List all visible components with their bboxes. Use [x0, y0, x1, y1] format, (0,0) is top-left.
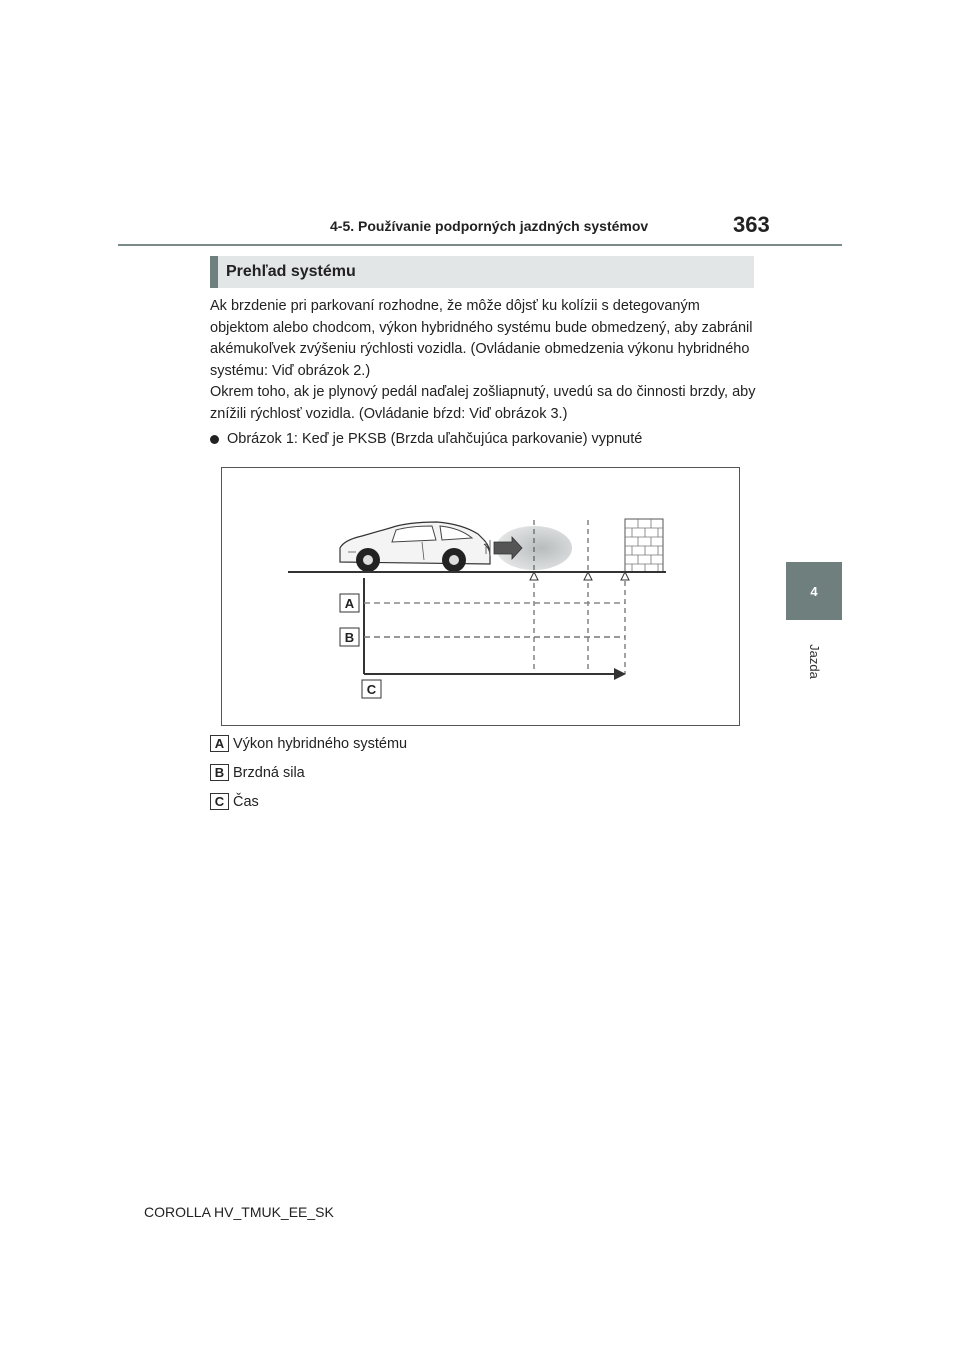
header-section-title: 4-5. Používanie podporných jazdných systémov	[330, 218, 649, 234]
bullet-dot-icon	[210, 435, 219, 444]
paragraph-1: Ak brzdenie pri parkovaní rozhodne, že môže dôjsť ku kolízii s detegovaným objektom alebo chodcom, výkon hybridného systému bude obmedzený, aby zabránil akémukoľvek zvýšeniu rýchlosti vozidla. (Ovládanie obmedzenia výkonu hybridného systému: Viď obrázok 2.)	[210, 298, 753, 379]
figure-1	[221, 467, 740, 726]
section-heading-text: Prehľad systému	[226, 263, 356, 280]
body-text	[210, 296, 760, 425]
chapter-number: 4	[810, 583, 818, 599]
page-number: 363	[733, 212, 770, 237]
chapter-label-text: Jazda	[806, 643, 822, 679]
legend-key-c: C	[210, 793, 229, 810]
brick-wall-icon	[625, 519, 663, 572]
legend-text-a: Výkon hybridného systému	[233, 735, 408, 752]
legend-item-b	[210, 764, 305, 781]
chapter-tab	[786, 562, 842, 620]
legend-item-c	[210, 793, 259, 810]
figure-label-c: C	[366, 682, 377, 697]
paragraph-2: Okrem toho, ak je plynový pedál naďalej zošliapnutý, uvedú sa do činnosti brzdy, aby znížili rýchlosť vozidla. (Ovládanie bŕzd: Viď obrázok 3.)	[210, 384, 756, 422]
figure-label-b: B	[344, 630, 355, 645]
legend-text-b: Brzdná sila	[233, 764, 305, 781]
legend-key-b: B	[210, 764, 229, 781]
footer-document-id: COROLLA HV_TMUK_EE_SK	[144, 1204, 334, 1220]
figure-label-a: A	[344, 596, 355, 611]
x-axis-arrow-icon	[614, 668, 626, 680]
figure-1-diagram	[222, 468, 741, 727]
timing-markers	[530, 572, 629, 580]
section-heading	[210, 256, 754, 288]
header-rule	[118, 244, 842, 246]
legend-item-a	[210, 735, 407, 752]
bullet-text: Obrázok 1: Keď je PKSB (Brzda uľahčujúca parkovanie) vypnuté	[227, 431, 643, 447]
chapter-label	[782, 636, 846, 686]
bullet-item	[210, 431, 642, 447]
car-icon	[340, 522, 490, 572]
legend-key-a: A	[210, 735, 229, 752]
legend-text-c: Čas	[233, 793, 259, 810]
